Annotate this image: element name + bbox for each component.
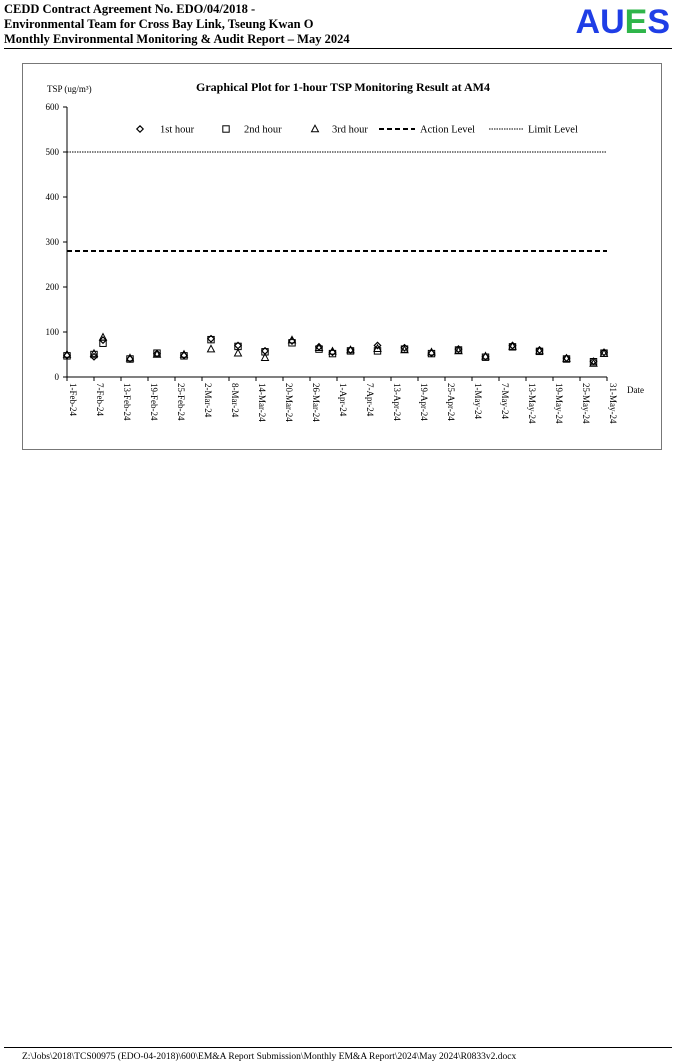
contract-line: CEDD Contract Agreement No. EDO/04/2018 -: [4, 2, 256, 16]
x-tick-label: 2-Mar-24: [203, 383, 213, 418]
logo-letter: U: [600, 3, 625, 41]
logo-letter: A: [575, 3, 601, 41]
x-tick-label: 25-Apr-24: [446, 383, 456, 421]
x-tick-label: 19-Feb-24: [149, 383, 159, 421]
x-tick-label: 14-Mar-24: [257, 383, 267, 422]
chart-title: Graphical Plot for 1-hour TSP Monitoring Result at AM4: [195, 80, 491, 94]
legend-label-2nd-hour: 2nd hour: [244, 124, 282, 136]
x-tick-label: 25-Feb-24: [176, 383, 186, 421]
y-tick-label: 500: [45, 147, 59, 157]
file-path: Z:\Jobs\2018\TCS00975 (EDO-04-2018)\600\EM&A Report Submission\Monthly EM&A Report\2024\May 2024\R0833v2.docx: [22, 1052, 517, 1062]
aues-logo: [576, 2, 671, 42]
legend-marker-2nd-hour: [223, 126, 229, 132]
x-axis-label: Date: [627, 385, 644, 395]
x-tick-label: 1-May-24: [473, 383, 483, 419]
x-tick-label: 31-May-24: [608, 383, 618, 424]
x-tick-label: 19-May-24: [554, 383, 564, 424]
x-tick-label: 7-Apr-24: [365, 383, 375, 417]
logo-letter: S: [647, 3, 670, 41]
y-axis-label: TSP (ug/m³): [47, 84, 92, 94]
x-tick-label: 8-Mar-24: [230, 383, 240, 418]
header-divider: [4, 48, 672, 49]
x-tick-label: 25-May-24: [581, 383, 591, 424]
y-tick-label: 200: [45, 282, 59, 292]
legend-label-limit-level: Limit Level: [528, 124, 578, 136]
x-tick-label: 13-May-24: [527, 383, 537, 424]
x-tick-label: 19-Apr-24: [419, 383, 429, 421]
y-tick-label: 300: [45, 237, 59, 247]
page-footer: [4, 1047, 672, 1063]
x-tick-label: 13-Feb-24: [122, 383, 132, 421]
legend-marker-1st-hour: [137, 126, 143, 132]
data-point-3rd-hour: [235, 349, 242, 356]
legend-label-action-level: Action Level: [420, 124, 476, 136]
y-tick-label: 600: [45, 102, 59, 112]
tsp-chart: [23, 64, 661, 449]
x-tick-label: 1-Feb-24: [68, 383, 78, 416]
logo-letter: E: [624, 3, 648, 41]
tsp-chart-frame: [22, 63, 662, 450]
header-text-block: [4, 2, 350, 47]
team-line: Environmental Team for Cross Bay Link, Tseung Kwan O: [4, 17, 314, 31]
y-tick-label: 0: [54, 372, 59, 382]
y-tick-label: 400: [45, 192, 59, 202]
report-title-line: Monthly Environmental Monitoring & Audit Report – May 2024: [4, 32, 350, 46]
legend-label-1st-hour: 1st hour: [160, 124, 195, 136]
x-tick-label: 13-Apr-24: [392, 383, 402, 421]
legend-label-3rd-hour: 3rd hour: [332, 124, 368, 136]
x-tick-label: 7-May-24: [500, 383, 510, 419]
legend-marker-3rd-hour: [312, 125, 319, 132]
x-tick-label: 26-Mar-24: [311, 383, 321, 422]
x-tick-label: 1-Apr-24: [338, 383, 348, 417]
y-tick-label: 100: [45, 327, 59, 337]
x-tick-label: 20-Mar-24: [284, 383, 294, 422]
x-tick-label: 7-Feb-24: [95, 383, 105, 416]
report-header: [4, 2, 672, 48]
data-point-3rd-hour: [208, 345, 215, 352]
